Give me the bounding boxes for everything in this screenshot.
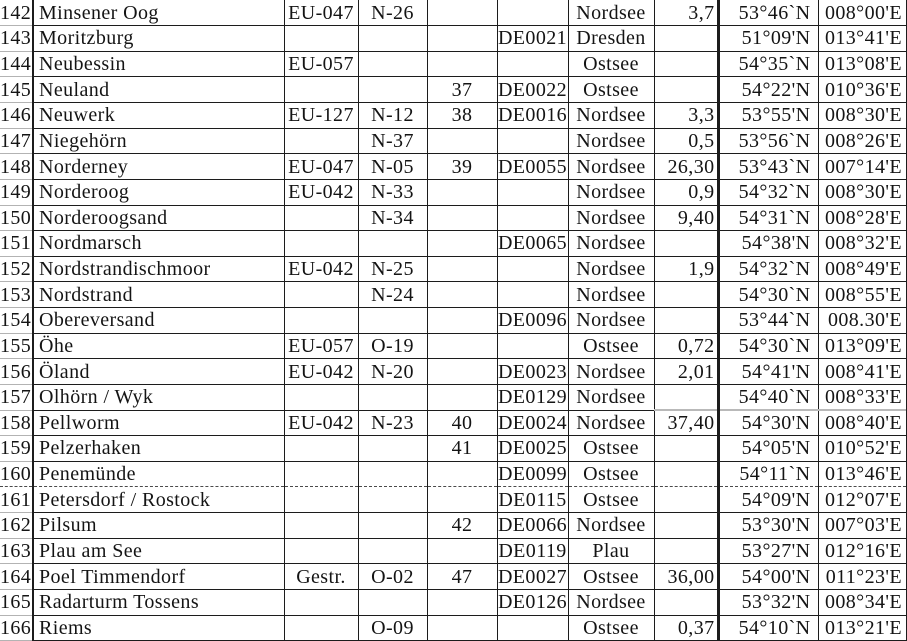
cell-de-code: DE0024 <box>497 411 568 434</box>
cell-longitude: 008.30'E <box>818 308 907 334</box>
cell-seq-number: 47 <box>427 564 497 590</box>
cell-seq-number <box>427 333 497 359</box>
table-row <box>0 51 907 77</box>
cell-longitude: 008°26'E <box>818 128 907 154</box>
cell-value: 0,72 <box>654 333 718 359</box>
cell-n-code: O-19 <box>358 333 427 359</box>
cell-name: Pellworm <box>33 410 284 436</box>
cell-de-code <box>497 615 568 641</box>
cell-eu-code <box>284 487 358 513</box>
cell-eu-code <box>284 589 358 615</box>
cell-longitude: 007°03'E <box>818 513 907 539</box>
cell-seq-number <box>427 26 497 52</box>
cell-eu-code <box>284 384 358 410</box>
cell-longitude: 008°33'E <box>818 384 907 410</box>
cell-name: Norderney <box>33 154 284 180</box>
cell-eu-code <box>284 513 358 539</box>
cell-n-code <box>358 589 427 615</box>
cell-eu-code: EU-057 <box>284 333 358 359</box>
cell-row-number: 155 <box>0 334 32 357</box>
cell-longitude: 008°30'E <box>818 179 907 205</box>
cell-name: Öland <box>33 359 284 385</box>
cell-de-code: DE0055 <box>497 155 568 178</box>
cell-eu-code: EU-042 <box>284 359 358 385</box>
cell-latitude: 53°46`N <box>718 0 818 26</box>
cell-eu-code: EU-047 <box>284 154 358 180</box>
cell-water-body: Nordsee <box>568 179 654 205</box>
cell-eu-code <box>284 461 358 487</box>
cell-value: 0,37 <box>654 615 718 641</box>
cell-row-number: 164 <box>0 565 32 588</box>
cell-seq-number <box>427 179 497 205</box>
cell-value <box>654 231 718 257</box>
cell-n-code <box>358 231 427 257</box>
cell-de-code: DE0025 <box>497 437 568 460</box>
table-row <box>0 487 907 513</box>
cell-seq-number <box>427 256 497 282</box>
cell-row-number: 143 <box>0 27 32 50</box>
cell-n-code: O-09 <box>358 615 427 641</box>
cell-row-number: 149 <box>0 181 32 204</box>
table-row <box>0 436 907 462</box>
cell-row-number: 144 <box>0 53 32 76</box>
cell-de-code: DE0129 <box>497 386 568 409</box>
cell-latitude: 53°27'N <box>718 538 818 564</box>
cell-water-body: Ostsee <box>568 564 654 590</box>
cell-eu-code: EU-042 <box>284 410 358 436</box>
cell-latitude: 53°56`N <box>718 128 818 154</box>
cell-water-body: Ostsee <box>568 487 654 513</box>
cell-n-code <box>358 51 427 77</box>
cell-longitude: 013°09'E <box>818 333 907 359</box>
cell-longitude: 011°23'E <box>818 564 907 590</box>
cell-value <box>654 513 718 539</box>
cell-latitude: 54°31`N <box>718 205 818 231</box>
cell-longitude: 008°40'E <box>818 410 907 436</box>
cell-row-number: 160 <box>0 463 32 486</box>
cell-water-body: Nordsee <box>568 589 654 615</box>
cell-water-body: Nordsee <box>568 282 654 308</box>
cell-water-body: Nordsee <box>568 128 654 154</box>
cell-seq-number <box>427 231 497 257</box>
cell-name: Poel Timmendorf <box>33 564 284 590</box>
cell-row-number: 162 <box>0 514 32 537</box>
table-row <box>0 513 907 539</box>
cell-n-code: N-34 <box>358 205 427 231</box>
cell-seq-number <box>427 0 497 26</box>
cell-water-body: Nordsee <box>568 205 654 231</box>
cell-n-code: N-05 <box>358 154 427 180</box>
cell-eu-code <box>284 77 358 103</box>
cell-de-code: DE0119 <box>498 539 567 562</box>
cell-row-number: 145 <box>0 78 32 101</box>
cell-seq-number: 37 <box>427 77 497 103</box>
cell-name: Nordstrand <box>33 282 284 308</box>
cell-latitude: 54°05'N <box>718 436 818 462</box>
cell-water-body: Plau <box>568 538 654 564</box>
cell-value <box>654 538 718 564</box>
cell-latitude: 54°38'N <box>718 231 818 257</box>
cell-n-code: N-23 <box>358 410 427 436</box>
cell-name: Neubessin <box>33 51 284 77</box>
cell-latitude: 54°30`N <box>718 333 818 359</box>
cell-seq-number <box>427 205 497 231</box>
cell-seq-number: 38 <box>427 103 497 129</box>
cell-seq-number <box>427 308 497 334</box>
cell-seq-number: 40 <box>427 410 497 436</box>
cell-value: 36,00 <box>654 564 718 590</box>
table-row <box>0 0 907 26</box>
cell-water-body: Nordsee <box>568 231 654 257</box>
cell-n-code <box>358 487 427 513</box>
cell-eu-code <box>284 231 358 257</box>
cell-water-body: Ostsee <box>568 461 654 487</box>
cell-latitude: 54°00'N <box>718 564 818 590</box>
cell-water-body: Dresden <box>568 26 654 52</box>
cell-de-code <box>497 0 568 26</box>
cell-longitude: 012°16'E <box>818 538 907 564</box>
cell-seq-number <box>427 282 497 308</box>
table-row <box>0 26 907 52</box>
cell-name: Niegehörn <box>33 128 284 154</box>
cell-de-code: DE0065 <box>497 232 568 255</box>
cell-n-code <box>358 77 427 103</box>
cell-name: Neuwerk <box>33 103 284 129</box>
table-row <box>0 205 907 231</box>
cell-value: 0,5 <box>654 128 718 154</box>
cell-de-code <box>497 205 568 231</box>
cell-longitude: 008°28'E <box>818 205 907 231</box>
cell-row-number: 148 <box>0 155 32 178</box>
table-row <box>0 256 907 282</box>
cell-water-body: Nordsee <box>568 256 654 282</box>
cell-name: Neuland <box>33 77 284 103</box>
cell-latitude: 54°32`N <box>718 179 818 205</box>
cell-row-number: 154 <box>0 309 32 332</box>
cell-name: Pilsum <box>33 513 284 539</box>
cell-de-code: DE0027 <box>497 565 568 588</box>
cell-name: Norderoogsand <box>33 205 284 231</box>
cell-n-code: O-02 <box>358 564 427 590</box>
cell-n-code: N-26 <box>358 0 427 26</box>
cell-row-number: 153 <box>0 283 32 306</box>
cell-row-number: 147 <box>0 129 32 152</box>
table-row <box>0 128 907 154</box>
cell-longitude: 013°08'E <box>818 51 907 77</box>
cell-n-code <box>358 436 427 462</box>
cell-de-code: DE0066 <box>497 514 568 537</box>
cell-n-code <box>358 308 427 334</box>
table-row <box>0 589 907 615</box>
table-row <box>0 461 907 487</box>
cell-latitude: 53°30'N <box>718 513 818 539</box>
cell-n-code <box>358 461 427 487</box>
cell-n-code <box>358 513 427 539</box>
cell-longitude: 008°41'E <box>818 359 907 385</box>
cell-de-code: DE0126 <box>497 591 568 614</box>
cell-water-body: Nordsee <box>568 359 654 385</box>
cell-seq-number <box>427 359 497 385</box>
cell-latitude: 54°30'N <box>718 410 818 436</box>
cell-name: Öhe <box>33 333 284 359</box>
cell-row-number: 161 <box>0 488 32 511</box>
cell-latitude: 54°32`N <box>718 256 818 282</box>
cell-water-body: Nordsee <box>568 308 654 334</box>
cell-eu-code <box>284 538 358 564</box>
cell-de-code <box>497 333 568 359</box>
cell-value <box>654 308 718 334</box>
cell-name: Riems <box>33 615 284 641</box>
cell-latitude: 54°11`N <box>718 461 818 487</box>
cell-eu-code <box>284 128 358 154</box>
cell-de-code <box>497 179 568 205</box>
table-row <box>0 308 907 334</box>
cell-latitude: 53°32'N <box>718 589 818 615</box>
cell-seq-number: 39 <box>427 154 497 180</box>
cell-longitude: 013°21'E <box>818 615 907 641</box>
cell-water-body: Ostsee <box>568 436 654 462</box>
cell-eu-code: EU-042 <box>284 256 358 282</box>
cell-value: 26,30 <box>654 154 718 180</box>
table-row <box>0 538 907 564</box>
cell-de-code: DE0115 <box>498 488 567 511</box>
cell-value <box>654 51 718 77</box>
cell-name: Pelzerhaken <box>33 436 284 462</box>
cell-value <box>654 282 718 308</box>
cell-de-code: DE0023 <box>497 360 568 383</box>
cell-name: Moritzburg <box>33 26 284 52</box>
cell-n-code <box>358 538 427 564</box>
cell-water-body: Nordsee <box>568 513 654 539</box>
cell-value <box>654 589 718 615</box>
cell-eu-code <box>284 205 358 231</box>
cell-name: Radarturm Tossens <box>33 589 284 615</box>
cell-row-number: 142 <box>0 0 33 26</box>
cell-de-code: DE0021 <box>497 27 568 50</box>
cell-latitude: 54°35`N <box>718 51 818 77</box>
cell-seq-number <box>427 461 497 487</box>
cell-seq-number <box>427 128 497 154</box>
cell-seq-number <box>427 538 497 564</box>
cell-eu-code <box>284 308 358 334</box>
cell-seq-number <box>427 487 497 513</box>
cell-name: Penemünde <box>33 461 284 487</box>
cell-water-body: Nordsee <box>568 410 654 436</box>
cell-value: 9,40 <box>654 205 718 231</box>
cell-latitude: 54°40`N <box>718 384 818 410</box>
table-row <box>0 103 907 129</box>
cell-de-code <box>497 128 568 154</box>
cell-name: Petersdorf / Rostock <box>33 487 284 513</box>
cell-latitude: 54°22'N <box>718 77 818 103</box>
cell-eu-code: EU-047 <box>284 0 358 26</box>
cell-latitude: 53°43`N <box>718 154 818 180</box>
cell-n-code: N-33 <box>358 179 427 205</box>
cell-eu-code: EU-127 <box>284 103 358 129</box>
cell-value <box>654 461 718 487</box>
cell-value <box>654 26 718 52</box>
cell-water-body: Ostsee <box>568 51 654 77</box>
cell-n-code: N-24 <box>358 282 427 308</box>
cell-value: 2,01 <box>654 359 718 385</box>
cell-row-number: 159 <box>0 437 32 460</box>
cell-eu-code: Gestr. <box>284 564 358 590</box>
cell-water-body: Ostsee <box>568 333 654 359</box>
cell-n-code <box>358 384 427 410</box>
cell-seq-number <box>427 51 497 77</box>
cell-name: Obereversand <box>33 308 284 334</box>
cell-latitude: 54°30`N <box>718 282 818 308</box>
cell-seq-number <box>427 615 497 641</box>
cell-water-body: Nordsee <box>568 103 654 129</box>
cell-value: 1,9 <box>654 256 718 282</box>
cell-name: Minsener Oog <box>33 0 284 26</box>
cell-eu-code <box>284 26 358 52</box>
cell-de-code: DE0096 <box>497 309 568 332</box>
cell-longitude: 008°55'E <box>818 282 907 308</box>
cell-longitude: 010°36'E <box>818 77 907 103</box>
cell-name: Norderoog <box>33 179 284 205</box>
table-row <box>0 282 907 308</box>
cell-longitude: 007°14'E <box>818 154 907 180</box>
table-row <box>0 333 907 359</box>
cell-value <box>654 436 718 462</box>
cell-longitude: 013°46'E <box>818 461 907 487</box>
cell-eu-code: EU-042 <box>284 179 358 205</box>
cell-row-number: 163 <box>0 539 32 562</box>
cell-seq-number <box>427 589 497 615</box>
cell-water-body: Nordsee <box>568 384 654 410</box>
cell-name: Nordstrandischmoor <box>33 256 284 282</box>
cell-longitude: 010°52'E <box>818 436 907 462</box>
cell-eu-code: EU-057 <box>284 51 358 77</box>
cell-n-code: N-12 <box>358 103 427 129</box>
cell-seq-number: 41 <box>427 436 497 462</box>
cell-latitude: 53°44`N <box>718 308 818 334</box>
cell-water-body: Nordsee <box>568 154 654 180</box>
table-row <box>0 384 907 410</box>
cell-eu-code <box>284 282 358 308</box>
cell-longitude: 013°41'E <box>818 26 907 52</box>
table-row <box>0 154 907 180</box>
table-row <box>0 564 907 590</box>
table-row <box>0 231 907 257</box>
table-row <box>0 615 907 641</box>
cell-latitude: 53°55'N <box>718 103 818 129</box>
cell-row-number: 166 <box>0 616 32 639</box>
cell-row-number: 157 <box>0 386 32 409</box>
cell-water-body: Ostsee <box>568 77 654 103</box>
cell-value: 3,3 <box>654 103 718 129</box>
cell-row-number: 158 <box>0 411 32 434</box>
cell-de-code <box>497 282 568 308</box>
cell-longitude: 008°00'E <box>818 0 907 26</box>
cell-row-number: 146 <box>0 104 32 127</box>
table-row <box>0 410 907 436</box>
cell-name: Plau am See <box>33 538 284 564</box>
cell-row-number: 150 <box>0 206 32 229</box>
cell-longitude: 008°32'E <box>818 231 907 257</box>
cell-row-number: 156 <box>0 360 32 383</box>
cell-name: Nordmarsch <box>33 231 284 257</box>
cell-de-code <box>497 51 568 77</box>
cell-n-code: N-20 <box>358 359 427 385</box>
cell-water-body: Nordsee <box>568 0 654 26</box>
cell-latitude: 51°09'N <box>718 26 818 52</box>
cell-de-code <box>497 256 568 282</box>
cell-row-number: 152 <box>0 258 32 281</box>
table-row <box>0 77 907 103</box>
cell-eu-code <box>284 615 358 641</box>
cell-row-number: 151 <box>0 232 32 255</box>
cell-n-code <box>358 26 427 52</box>
table-row <box>0 359 907 385</box>
cell-row-number: 165 <box>0 591 32 614</box>
cell-n-code: N-37 <box>358 128 427 154</box>
cell-value <box>654 77 718 103</box>
cell-name: Olhörn / Wyk <box>33 384 284 410</box>
cell-value <box>654 384 718 410</box>
table-row <box>0 179 907 205</box>
cell-latitude: 54°10`N <box>718 615 818 641</box>
cell-water-body: Ostsee <box>568 615 654 641</box>
cell-de-code: DE0022 <box>497 78 568 101</box>
cell-longitude: 008°49'E <box>818 256 907 282</box>
cell-de-code: DE0016 <box>497 104 568 127</box>
cell-value <box>654 487 718 513</box>
cell-latitude: 54°09'N <box>718 487 818 513</box>
cell-value: 0,9 <box>654 179 718 205</box>
cell-longitude: 008°30'E <box>818 103 907 129</box>
cell-n-code: N-25 <box>358 256 427 282</box>
cell-value: 37,40 <box>654 410 718 436</box>
cell-longitude: 008°34'E <box>818 589 907 615</box>
cell-latitude: 54°41'N <box>718 359 818 385</box>
cell-seq-number: 42 <box>427 513 497 539</box>
cell-de-code: DE0099 <box>497 463 568 486</box>
cell-eu-code <box>284 436 358 462</box>
cell-value: 3,7 <box>654 0 718 26</box>
cell-seq-number <box>427 384 497 410</box>
cell-longitude: 012°07'E <box>818 487 907 513</box>
